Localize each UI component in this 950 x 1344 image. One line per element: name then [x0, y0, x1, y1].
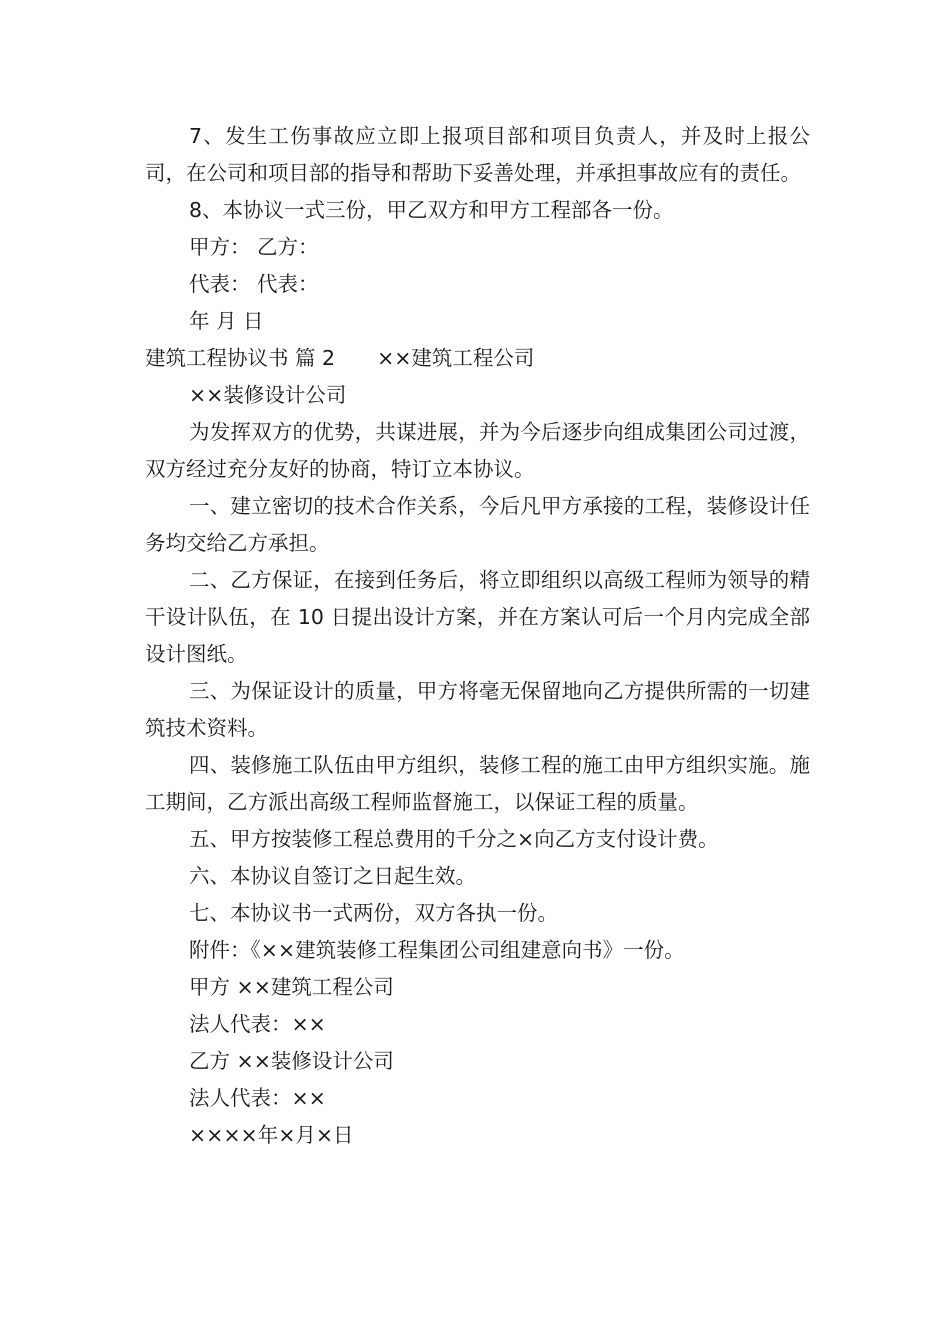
representative-line: 代表： 代表：: [189, 272, 319, 296]
party-line: 甲方： 乙方：: [189, 235, 319, 259]
article-2: 二、乙方保证，在接到任务后，将立即组织以高级工程师为领导的精干设计队伍，在 10 日提出设计方案，并在方案认可后一个月内完成全部设计图纸。: [145, 568, 810, 666]
article-3: 三、为保证设计的质量，甲方将毫无保留地向乙方提供所需的一切建筑技术资料。: [145, 679, 810, 740]
signature-rep-b: 法人代表：××: [189, 1086, 326, 1110]
article-4: 四、装修施工队伍由甲方组织，装修工程的施工由甲方组织实施。施工期间，乙方派出高级工程师监督施工，以保证工程的质量。: [145, 753, 810, 814]
section-heading: [145, 340, 810, 377]
clause-7: 7、发生工伤事故应立即上报项目部和项目负责人，并及时上报公司，在公司和项目部的指导和帮助下妥善处理，并承担事故应有的责任。: [145, 124, 810, 185]
signature-party-b: 乙方 ××装修设计公司: [189, 1049, 394, 1073]
article-6: 六、本协议自签订之日起生效。: [189, 864, 476, 888]
party-b-company: ××装修设计公司: [189, 383, 347, 407]
signature-rep-a: 法人代表：××: [189, 1012, 326, 1036]
attachment-line: 附件：《××建筑装修工程集团公司组建意向书》一份。: [189, 938, 685, 962]
document-content: [145, 118, 810, 1154]
article-5: 五、甲方按装修工程总费用的千分之×向乙方支付设计费。: [189, 827, 719, 851]
section-title: 建筑工程协议书 篇 2: [145, 346, 336, 370]
preamble: 为发挥双方的优势，共谋进展，并为今后逐步向组成集团公司过渡，双方经过充分友好的协商，特订立本协议。: [145, 420, 810, 481]
article-1: 一、建立密切的技术合作关系，今后凡甲方承接的工程，装修设计任务均交给乙方承担。: [145, 494, 810, 555]
date-line: 年 月 日: [189, 309, 264, 333]
clause-8: 8、本协议一式三份，甲乙双方和甲方工程部各一份。: [189, 198, 674, 222]
signature-party-a: 甲方 ××建筑工程公司: [189, 975, 394, 999]
signature-date: ××××年×月×日: [189, 1123, 354, 1147]
party-a-company: ××建筑工程公司: [377, 346, 535, 370]
article-7: 七、本协议书一式两份，双方各执一份。: [189, 901, 558, 925]
